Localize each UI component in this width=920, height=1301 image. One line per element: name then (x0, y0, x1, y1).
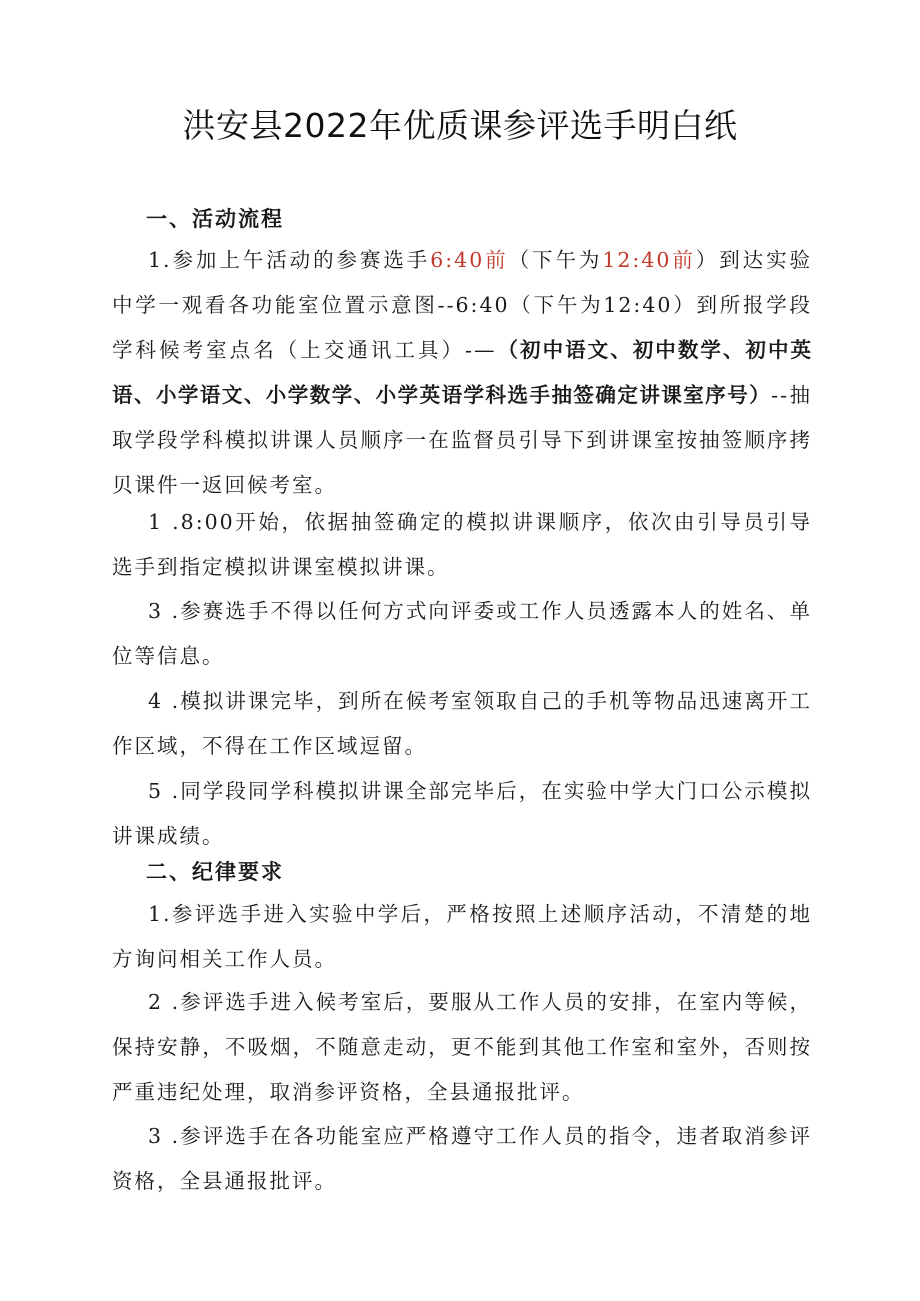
paragraph-process-2: 1 .8:00开始，依据抽签确定的模拟讲课顺序，依次由引导员引导选手到指定模拟讲课室模拟讲课。 (112, 510, 812, 579)
section-heading-discipline: 二、纪律要求 (146, 860, 284, 884)
afternoon-deadline-time: 12:40前 (602, 248, 696, 272)
process-1-text-a: 1.参加上午活动的参赛选手 (148, 248, 431, 272)
paragraph-process-5: 5 .同学段同学科模拟讲课全部完毕后，在实验中学大门口公示模拟讲课成绩。 (112, 779, 812, 848)
paragraph-discipline-1: 1.参评选手进入实验中学后，严格按照上述顺序活动，不清楚的地方询问相关工作人员。 (112, 902, 812, 971)
paragraph-discipline-2: 2 .参评选手进入候考室后，要服从工作人员的安排，在室内等候，保持安静，不吸烟，不随意走动，更不能到其他工作室和室外，否则按严重违纪处理，取消参评资格，全县通报批评。 (112, 990, 812, 1104)
page-title: 洪安县2022年优质课参评选手明白纸 (182, 106, 738, 145)
paragraph-process-4: 4 .模拟讲课完毕，到所在候考室领取自己的手机等物品迅速离开工作区域，不得在工作区域逗留。 (112, 689, 812, 758)
paragraph-process-1 (112, 238, 812, 508)
process-1-bold-text: （初中语文、初中数学、初中英语、小学语文、小学数学、小学英语学科选手抽签确定讲课室序号） (112, 338, 812, 407)
process-1-text-d: --抽取学段学科模拟讲课人员顺序一在监督员引导下到讲课室按抽签顺序拷贝课件一返回候考室。 (112, 383, 812, 497)
section-heading-process: 一、活动流程 (146, 207, 284, 231)
paragraph-process-3: 3 .参赛选手不得以任何方式向评委或工作人员透露本人的姓名、单位等信息。 (112, 599, 812, 668)
morning-deadline-time: 6:40前 (430, 248, 509, 272)
process-1-text-c: ）到达实验中学一观看各功能室位置示意图--6:40（下午为12:40）到所报学段学科候考室点名（上交通讯工具）-— (112, 248, 812, 362)
paragraph-discipline-3: 3 .参评选手在各功能室应严格遵守工作人员的指令，违者取消参评资格，全县通报批评。 (112, 1124, 812, 1193)
process-1-text-b: （下午为 (508, 248, 603, 272)
